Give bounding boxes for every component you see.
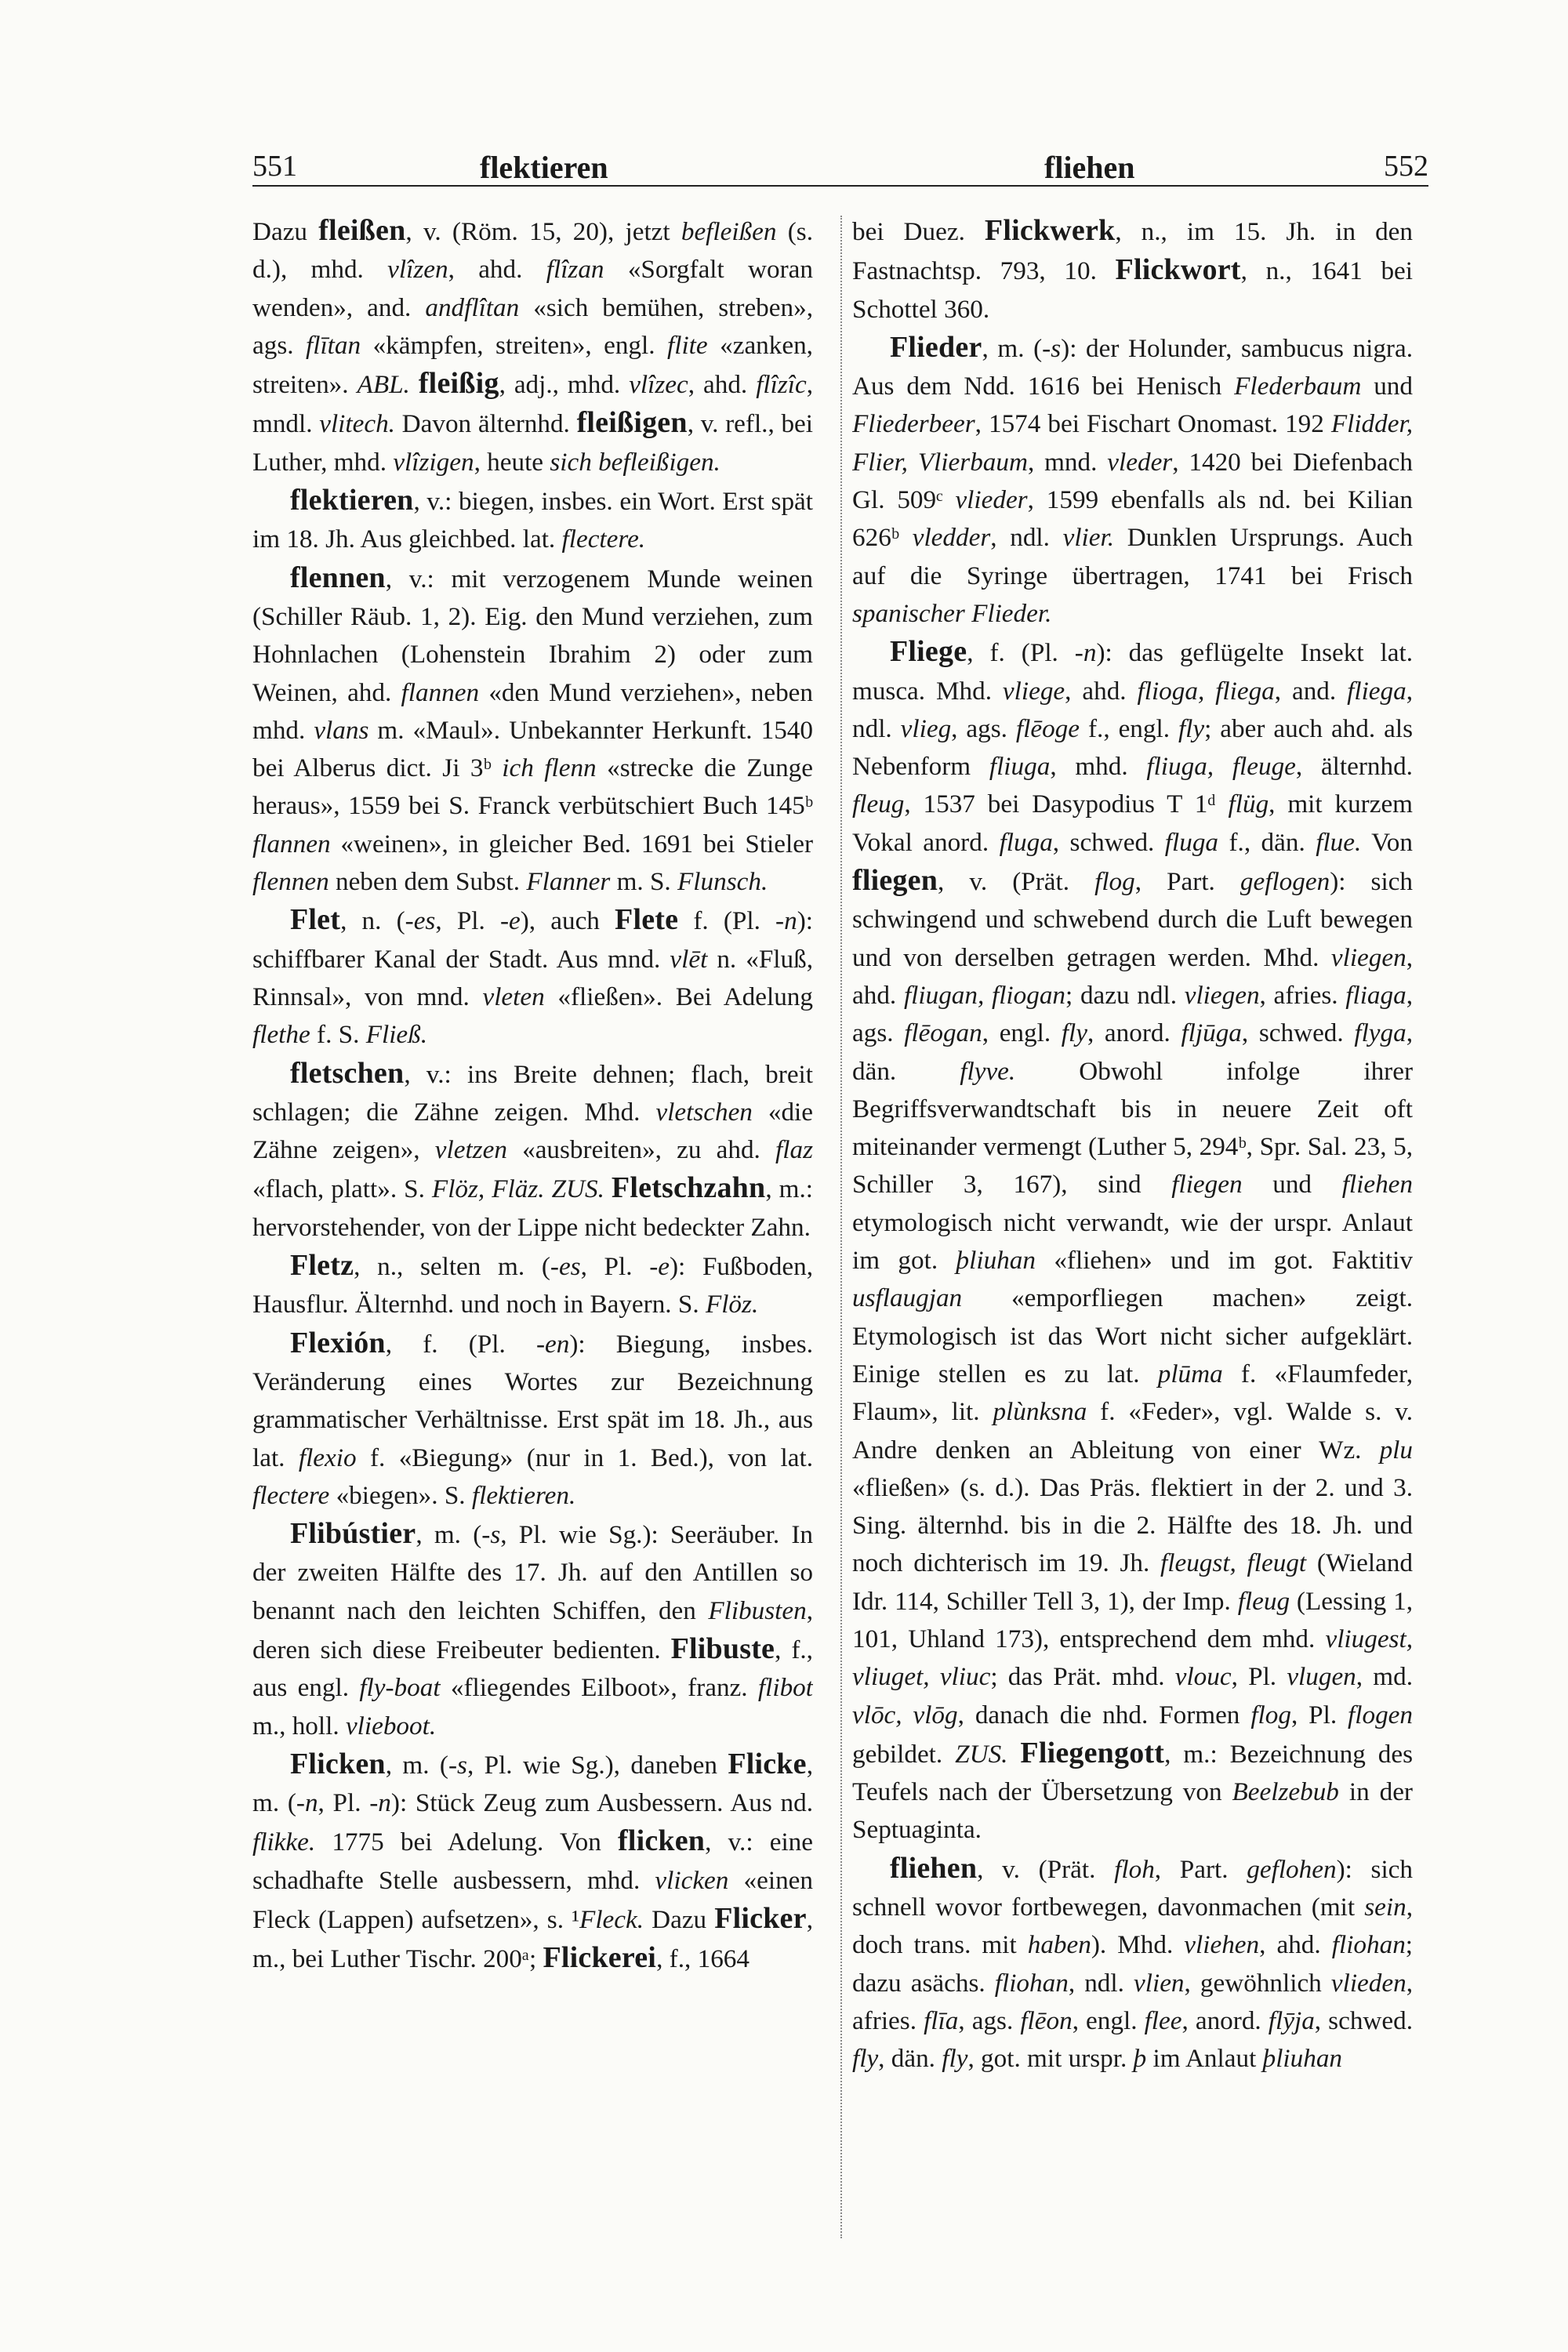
headword: flennen bbox=[290, 561, 386, 594]
entry-text: , ndl. bbox=[1068, 1968, 1134, 1998]
entry-text: , v. (Prät. bbox=[938, 867, 1095, 897]
headword: Fletschzahn bbox=[611, 1171, 766, 1205]
entry-text: «ausbreiten», zu ahd. bbox=[506, 1135, 776, 1165]
italic-text: n bbox=[784, 906, 797, 936]
entry-text: , engl. bbox=[1072, 2005, 1145, 2035]
entry-text: , f. (Pl. - bbox=[385, 1329, 546, 1359]
italic-text: plu bbox=[1379, 1435, 1413, 1465]
entry-text: , dän. bbox=[878, 2044, 942, 2074]
entry-text: , älternhd. bbox=[1295, 752, 1413, 782]
italic-text: vlitech. bbox=[319, 409, 395, 439]
entry-text: ; dazu asächs. bbox=[852, 1930, 1413, 1998]
entry-text: Obwohl infolge ihrer Begriffsverwandtschaft bis in neuere Zeit oft miteinander vermengt (Luther 5, 294ᵇ, Spr. Sal. 23, 5, Schiller 3, 167), sind bbox=[852, 1056, 1413, 1200]
entry-text: , 1599 ebenfalls als nd. bei Kilian 626ᵇ bbox=[852, 485, 1413, 553]
entry-text bbox=[604, 1174, 612, 1203]
italic-text: fleug bbox=[852, 789, 905, 819]
entry-text: ): schiffbarer Kanal der Stadt. Aus mnd. bbox=[252, 906, 813, 974]
entry-text: , schwed. bbox=[1241, 1018, 1355, 1048]
italic-text: haben bbox=[1027, 1930, 1091, 1960]
headword: Flet bbox=[290, 903, 341, 937]
entry-text: Dazu bbox=[252, 217, 319, 246]
entry-text: , m., bei Luther Tischr. 200ᵃ; bbox=[252, 1905, 813, 1974]
entry-text: n. «Fluß, Rinnsal», von mnd. bbox=[252, 944, 813, 1011]
italic-text: Beelzebub bbox=[1232, 1777, 1339, 1807]
entry-text: ): der Holunder, sambucus nigra. Aus dem Ndd. 1616 bei Henisch bbox=[852, 333, 1413, 401]
entry-text: , n., im 15. Jh. in den Fastnachtsp. 793, 10. bbox=[852, 217, 1413, 286]
italic-text: befleißen bbox=[681, 217, 777, 246]
italic-text: s bbox=[490, 1520, 501, 1550]
italic-text: flogen bbox=[1348, 1700, 1413, 1730]
italic-text: fliega bbox=[1347, 676, 1406, 706]
italic-text: vlieg bbox=[900, 713, 952, 743]
headword: Flieder bbox=[890, 330, 982, 364]
italic-text: fliuga, fleuge bbox=[1146, 752, 1296, 782]
headword: Flickwort bbox=[1115, 253, 1241, 287]
entry-text: ). Mhd. bbox=[1091, 1930, 1185, 1960]
entry-text: , afries. bbox=[852, 1968, 1413, 2035]
italic-text: geflogen bbox=[1240, 867, 1330, 897]
entry-text: , mndl. bbox=[252, 370, 813, 439]
italic-text: þ bbox=[1133, 2044, 1147, 2074]
entry-text: , Pl. - bbox=[580, 1252, 659, 1282]
dictionary-entry bbox=[852, 328, 1413, 633]
entry-text: «fliehen» und im got. Faktitiv bbox=[1035, 1246, 1413, 1276]
italic-text: sein bbox=[1364, 1893, 1406, 1922]
italic-text: vlieden bbox=[1330, 1968, 1406, 1998]
italic-text: vliehen bbox=[1184, 1930, 1260, 1960]
italic-text: Flanner bbox=[526, 867, 611, 897]
italic-text: flioga, fliega bbox=[1137, 676, 1275, 706]
entry-text: neben dem Subst. bbox=[328, 867, 527, 897]
page-number-right: 552 bbox=[1384, 150, 1428, 183]
entry-text: gebildet. bbox=[852, 1739, 956, 1769]
entry-text: , ndl. bbox=[990, 523, 1063, 553]
italic-text: vlouc bbox=[1174, 1662, 1232, 1692]
entry-text: «emporfliegen machen» zeigt. Etymologisch ist das Wort nicht sicher aufgeklärt. Einige stellen es zu lat. bbox=[852, 1283, 1413, 1388]
entry-text: , n. (- bbox=[340, 906, 414, 936]
italic-text: flîzîc bbox=[756, 370, 807, 400]
italic-text: flexio bbox=[298, 1443, 357, 1472]
italic-text: flēoge bbox=[1015, 713, 1080, 743]
italic-text: ich flenn bbox=[502, 753, 597, 783]
entry-text: (s. d.), mhd. bbox=[252, 217, 813, 285]
italic-text: fliegen bbox=[1171, 1170, 1243, 1200]
italic-text: vlîzigen bbox=[393, 447, 474, 477]
entry-text: , dän. bbox=[852, 1018, 1413, 1086]
entry-text: , v. (Röm. 15, 20), jetzt bbox=[405, 217, 681, 246]
headword: Flickwerk bbox=[984, 214, 1116, 247]
italic-text: vleten bbox=[482, 982, 545, 1011]
italic-text: vledder bbox=[912, 523, 991, 553]
entry-text: , adj., mhd. bbox=[499, 370, 630, 400]
entry-text: «kämpfen, streiten», engl. bbox=[361, 330, 668, 360]
entry-text: , m.: Bezeichnung des Teufels nach der Übersetzung von bbox=[852, 1739, 1413, 1807]
entry-text: «zanken, streiten». bbox=[252, 330, 813, 400]
italic-text: flue. bbox=[1316, 827, 1362, 857]
italic-text: vlugen bbox=[1287, 1662, 1356, 1692]
italic-text: n bbox=[304, 1788, 318, 1818]
entry-text: , m. (- bbox=[385, 1750, 458, 1780]
entry-text: , ags. bbox=[958, 2005, 1021, 2035]
italic-text: sich befleißigen. bbox=[550, 447, 720, 477]
italic-text: andflîtan bbox=[425, 292, 520, 322]
entry-text bbox=[1007, 1740, 1020, 1769]
dictionary-entry bbox=[252, 1324, 813, 1515]
entry-text: und bbox=[1242, 1170, 1342, 1200]
italic-text: vleder bbox=[1107, 447, 1173, 477]
italic-text: fluga bbox=[1164, 827, 1219, 857]
italic-text: n bbox=[378, 1788, 391, 1818]
entry-text: , afries. bbox=[1259, 980, 1346, 1010]
italic-text: flüg bbox=[1228, 789, 1269, 819]
italic-text: e bbox=[509, 906, 521, 936]
italic-text: vlicken bbox=[655, 1865, 729, 1895]
italic-text: vlōc, vlōg bbox=[852, 1700, 958, 1730]
italic-text: vlieder bbox=[955, 485, 1028, 515]
entry-text: , n., selten m. (- bbox=[354, 1252, 559, 1282]
headword: fleißen bbox=[318, 214, 406, 247]
entry-text: f. «Feder», vgl. Walde s. v. Andre denken an Ableitung von einer Wz. bbox=[852, 1397, 1413, 1465]
entry-text: , f. (Pl. - bbox=[967, 638, 1083, 668]
dictionary-entry bbox=[252, 1054, 813, 1247]
italic-text: vletzen bbox=[434, 1135, 507, 1165]
entry-text: , f., aus engl. bbox=[252, 1635, 813, 1703]
entry-text: «flach, platt». S. bbox=[252, 1174, 432, 1204]
italic-text: flyve. bbox=[960, 1056, 1016, 1086]
entry-text: Davon älternhd. bbox=[394, 409, 577, 439]
italic-text: flectere. bbox=[561, 524, 646, 554]
left-column bbox=[252, 212, 813, 2328]
italic-text: þliuhan bbox=[1262, 2044, 1343, 2074]
italic-text: en bbox=[545, 1329, 570, 1359]
headword: Flexión bbox=[290, 1326, 386, 1359]
entry-text: «fliegendes Eilboot», franz. bbox=[440, 1673, 758, 1703]
italic-text: flēogan bbox=[904, 1018, 982, 1048]
page-number-left: 551 bbox=[252, 150, 297, 183]
italic-text: fljūga bbox=[1181, 1018, 1242, 1048]
entry-text: ): Biegung, insbes. Veränderung eines Wortes zur Bezeichnung grammatischer Verhältnisse. Erst spät im 18. Jh., aus lat. bbox=[252, 1329, 813, 1472]
italic-text: e bbox=[658, 1252, 670, 1282]
entry-text: ), auch bbox=[520, 906, 615, 936]
italic-text: fliaga bbox=[1345, 980, 1406, 1010]
entry-text: «Sorgfalt woran wenden», and. bbox=[252, 255, 813, 322]
entry-text: , md. bbox=[1356, 1662, 1413, 1692]
italic-text: vlēt bbox=[670, 944, 708, 974]
headword: flicken bbox=[617, 1824, 706, 1858]
entry-text: , mit kurzem Vokal anord. bbox=[852, 789, 1413, 857]
italic-text: flannen bbox=[252, 829, 331, 858]
headword: Flicker bbox=[714, 1902, 807, 1936]
italic-text: fly bbox=[1061, 1018, 1087, 1048]
headword: fliegen bbox=[852, 864, 938, 898]
entry-text: , m. (- bbox=[416, 1520, 491, 1550]
entry-text: , gewöhnlich bbox=[1184, 1968, 1331, 1998]
italic-text: flyga bbox=[1354, 1018, 1406, 1048]
italic-text: flennen bbox=[252, 867, 329, 897]
entry-text: , doch trans. mit bbox=[852, 1893, 1413, 1960]
italic-text: flite bbox=[667, 330, 708, 360]
entry-text: ): sich schwingend und schwebend durch die Luft bewegen und von derselben getragen werden. Mhd. bbox=[852, 867, 1413, 972]
italic-text: vlîzec bbox=[629, 370, 688, 400]
entry-text: , m. (- bbox=[982, 333, 1051, 363]
entry-text: Dunklen Ursprungs. Auch auf die Syringe übertragen, 1741 bei Frisch bbox=[852, 523, 1413, 590]
entry-text: , ags. bbox=[852, 980, 1413, 1048]
headword: Flicke bbox=[728, 1747, 807, 1780]
headword: fliehen bbox=[890, 1851, 978, 1885]
italic-text: Flöz. bbox=[705, 1290, 759, 1319]
running-head-left: flektieren bbox=[480, 150, 608, 185]
italic-text: vliege bbox=[1002, 676, 1065, 706]
entry-text: , Pl. wie Sg.), daneben bbox=[466, 1750, 728, 1780]
entry-text: , mhd. bbox=[1050, 752, 1147, 782]
entry-text: , Pl. wie Sg.): Seeräuber. In der zweiten Hälfte des 17. Jh. auf den Antillen so benannt nach den leichten Schiffen, den bbox=[252, 1520, 813, 1625]
italic-text: usflaugjan bbox=[852, 1283, 963, 1313]
entry-text: , anord. bbox=[1181, 2005, 1269, 2035]
italic-text: flog bbox=[1250, 1700, 1291, 1730]
italic-text: plùnksna bbox=[993, 1397, 1087, 1427]
headword: Flibústier bbox=[290, 1517, 416, 1551]
entry-text: bei Duez. bbox=[852, 217, 985, 246]
italic-text: es bbox=[413, 906, 436, 936]
entry-text: Von bbox=[1361, 827, 1413, 857]
italic-text: s bbox=[457, 1750, 467, 1780]
entry-text: , Pl. - bbox=[318, 1788, 379, 1818]
italic-text: flikke. bbox=[252, 1828, 316, 1857]
italic-text: flannen bbox=[401, 677, 480, 707]
italic-text: flēon bbox=[1020, 2005, 1073, 2035]
entry-text: f. «Flaumfeder, Flaum», lit. bbox=[852, 1359, 1413, 1427]
italic-text: flīa bbox=[924, 2005, 959, 2035]
entry-text: , ahd. bbox=[688, 370, 757, 400]
entry-text: , v.: mit verzogenem Munde weinen (Schiller Räub. 1, 2). Eig. den Mund verziehen, zum Hohnlachen (Lohenstein Ibrahim 2) oder zum Weinen, ahd. bbox=[252, 564, 813, 707]
entry-text: , 1537 bei Dasypodius T 1ᵈ bbox=[904, 789, 1229, 819]
italic-text: fly bbox=[852, 2044, 879, 2074]
entry-text: «die Zähne zeigen», bbox=[252, 1097, 813, 1165]
headword: fletschen bbox=[290, 1056, 405, 1090]
entry-text: m. S. bbox=[610, 867, 678, 897]
header-rule bbox=[252, 185, 1428, 187]
headword: Fliegengott bbox=[1020, 1736, 1165, 1769]
italic-text: flektieren. bbox=[471, 1480, 576, 1510]
italic-text: fluga bbox=[999, 827, 1053, 857]
italic-text: flee bbox=[1144, 2005, 1182, 2035]
entry-text: , m. (- bbox=[252, 1750, 813, 1818]
italic-text: fly bbox=[1178, 713, 1205, 743]
italic-text: flȳja bbox=[1268, 2005, 1315, 2035]
italic-text: flītan bbox=[306, 330, 361, 360]
dictionary-entry bbox=[252, 559, 813, 902]
italic-text: fly bbox=[942, 2044, 968, 2074]
entry-text: , deren sich diese Freibeuter bedienten. bbox=[252, 1595, 813, 1664]
italic-text: fliehen bbox=[1341, 1170, 1413, 1200]
entry-text: , schwed. bbox=[1314, 2005, 1413, 2035]
italic-text: Flunsch. bbox=[677, 867, 768, 897]
running-head-right: fliehen bbox=[1044, 150, 1135, 185]
headword: fleißig bbox=[418, 367, 499, 401]
italic-text: fliugan, fliogan bbox=[903, 980, 1066, 1010]
entry-text: ; dazu ndl. bbox=[1065, 980, 1185, 1010]
italic-text: þliuhan bbox=[956, 1246, 1036, 1276]
dictionary-entry bbox=[852, 633, 1413, 1849]
headword: flektieren bbox=[290, 484, 414, 517]
dictionary-entry bbox=[252, 1247, 813, 1324]
italic-text: es bbox=[558, 1252, 581, 1282]
entry-text: «fließen». Bei Adelung bbox=[544, 982, 813, 1011]
entry-text: 1775 bei Adelung. Von bbox=[315, 1828, 618, 1857]
dictionary-entry bbox=[852, 212, 1413, 328]
italic-text: fliohan bbox=[994, 1968, 1069, 1998]
italic-text: Fließ. bbox=[365, 1020, 428, 1050]
entry-text: , Pl. bbox=[1290, 1700, 1348, 1730]
entry-text: , Part. bbox=[1134, 867, 1240, 897]
entry-text: , 1574 bei Fischart Onomast. 192 bbox=[975, 409, 1331, 439]
entry-text: «weinen», in gleicher Bed. 1691 bei Stieler bbox=[330, 829, 813, 858]
entry-text bbox=[410, 370, 419, 399]
italic-text: s bbox=[1051, 333, 1062, 363]
italic-text: fliohan bbox=[1331, 1930, 1406, 1960]
entry-text: , m.: hervorstehender, von der Lippe nicht bedeckter Zahn. bbox=[252, 1174, 813, 1242]
italic-text: Fleck. bbox=[579, 1905, 644, 1935]
italic-text: Fliederbeer bbox=[852, 409, 975, 439]
entry-text: f. (Pl. - bbox=[678, 906, 785, 936]
italic-text: flaz bbox=[775, 1135, 813, 1165]
entry-text: «einen Fleck (Lappen) aufsetzen», s. ¹ bbox=[252, 1865, 813, 1935]
entry-text: «biegen». S. bbox=[329, 1480, 472, 1510]
entry-text: ; aber auch ahd. als Nebenform bbox=[852, 713, 1413, 782]
italic-text: vliegen bbox=[1184, 980, 1260, 1010]
entry-text: , v.: ins Breite dehnen; flach, breit schlagen; die Zähne zeigen. Mhd. bbox=[252, 1059, 813, 1127]
headword: fleißigen bbox=[576, 406, 688, 440]
italic-text: vlans bbox=[314, 715, 369, 745]
italic-text: vlien bbox=[1134, 1968, 1185, 1998]
italic-text: Flöz, Fläz. ZUS. bbox=[431, 1174, 604, 1204]
entry-text: ): Fußboden, Hausflur. Älternhd. und noch in Bayern. S. bbox=[252, 1252, 813, 1319]
headword: Fletz bbox=[290, 1249, 354, 1283]
entry-text: , mnd. bbox=[1027, 447, 1108, 477]
entry-text: , heute bbox=[474, 447, 550, 477]
entry-text: , 1420 bei Diefenbach Gl. 509ᶜ bbox=[852, 447, 1413, 515]
italic-text: ZUS. bbox=[955, 1739, 1008, 1769]
entry-text: f., engl. bbox=[1080, 713, 1178, 743]
italic-text: flog bbox=[1094, 867, 1135, 897]
entry-text: , ahd. bbox=[1259, 1930, 1332, 1960]
italic-text: fleugst, fleugt bbox=[1160, 1548, 1307, 1578]
italic-text: Flederbaum bbox=[1234, 372, 1362, 401]
dictionary-entry bbox=[252, 901, 813, 1054]
italic-text: vlîzen bbox=[387, 255, 448, 285]
headword: Flibuste bbox=[670, 1632, 775, 1665]
entry-text: ): sich schnell wovor fortbewegen, davonmachen (mit bbox=[852, 1854, 1413, 1922]
headword: Fliege bbox=[890, 635, 967, 669]
entry-text: , danach die nhd. Formen bbox=[957, 1700, 1251, 1730]
entry-text: , ahd. bbox=[448, 255, 546, 285]
entry-text: , Pl. - bbox=[435, 906, 509, 936]
italic-text: flethe bbox=[252, 1020, 310, 1050]
dictionary-entry bbox=[252, 1745, 813, 1979]
entry-text: f., dän. bbox=[1218, 827, 1316, 857]
italic-text: vliugest, vliuget, vliuc bbox=[852, 1624, 1413, 1692]
entry-text: m., holl. bbox=[252, 1711, 346, 1740]
entry-text: «strecke die Zunge heraus», 1559 bei S. Franck verbütschiert Buch 145ᵇ bbox=[252, 753, 813, 821]
entry-text: , got. mit urspr. bbox=[967, 2044, 1134, 2074]
entry-text: «sich bemühen, streben», ags. bbox=[252, 292, 813, 360]
italic-text: floh bbox=[1114, 1854, 1155, 1884]
italic-text: plūma bbox=[1157, 1359, 1223, 1388]
entry-text: in der Septuaginta. bbox=[852, 1777, 1413, 1845]
entry-text: , v.: eine schadhafte Stelle ausbessern, mhd. bbox=[252, 1828, 813, 1895]
italic-text: fleug bbox=[1237, 1586, 1290, 1616]
entry-text: ): das geflügelte Insekt lat. musca. Mhd. bbox=[852, 638, 1413, 706]
italic-text: vliegen bbox=[1330, 942, 1406, 972]
entry-text: ): Stück Zeug zum Ausbessern. Aus nd. bbox=[390, 1788, 813, 1818]
entry-text: «fließen» (s. d.). Das Präs. flektiert in der 2. und 3. Sing. älternhd. bis in die 2. Hälfte des 18. Jh. und noch dichterisch im 19. Jh. bbox=[852, 1472, 1413, 1578]
entry-text: , v. (Prät. bbox=[977, 1854, 1115, 1884]
entry-text: , v. refl., bei Luther, mhd. bbox=[252, 409, 813, 477]
entry-text: , schwed. bbox=[1052, 827, 1165, 857]
entry-text: Dazu bbox=[644, 1905, 715, 1935]
entry-text: f. S. bbox=[310, 1020, 366, 1050]
italic-text: flibot bbox=[757, 1673, 813, 1703]
headword: Flete bbox=[615, 903, 679, 937]
column-divider bbox=[840, 216, 843, 2238]
entry-text: , Part. bbox=[1154, 1854, 1247, 1884]
italic-text: flîzan bbox=[546, 255, 604, 285]
entry-text: (Wieland Idr. 114, Schiller Tell 3, 1), der Imp. bbox=[852, 1548, 1413, 1616]
dictionary-entry bbox=[252, 212, 813, 481]
italic-text: vletschen bbox=[655, 1097, 753, 1127]
entry-text: , ndl. bbox=[852, 676, 1413, 743]
italic-text: n bbox=[1083, 638, 1097, 668]
italic-text: geflohen bbox=[1247, 1854, 1337, 1884]
italic-text: Flidder, Flier, Vlierbaum bbox=[852, 409, 1413, 477]
entry-text: und bbox=[1361, 372, 1413, 401]
entry-text: etymologisch nicht verwandt, wie der urspr. Anlaut im got. bbox=[852, 1207, 1413, 1276]
italic-text: flectere bbox=[252, 1480, 330, 1510]
entry-text: , ahd. bbox=[1065, 676, 1138, 706]
italic-text: spanischer Flieder. bbox=[852, 598, 1052, 628]
entry-text: im Anlaut bbox=[1146, 2044, 1263, 2074]
entry-text: , ags. bbox=[951, 713, 1016, 743]
headword: Flickerei bbox=[543, 1941, 657, 1975]
entry-text: , n., 1641 bei Schottel 360. bbox=[852, 256, 1413, 324]
entry-text: , and. bbox=[1274, 676, 1348, 706]
headword: Flicken bbox=[290, 1747, 386, 1780]
entry-text: , v.: biegen, insbes. ein Wort. Erst spät im 18. Jh. Aus gleichbed. lat. bbox=[252, 487, 813, 554]
entry-text: f. «Biegung» (nur in 1. Bed.), von lat. bbox=[356, 1443, 813, 1472]
entry-text: (Lessing 1, 101, Uhland 173), entsprechend dem mhd. bbox=[852, 1586, 1413, 1653]
entry-text: , f., 1664 bbox=[656, 1944, 750, 1974]
italic-text: Flibusten bbox=[708, 1595, 807, 1625]
dictionary-entry bbox=[252, 1515, 813, 1745]
entry-text: «den Mund verziehen», neben mhd. bbox=[252, 677, 813, 745]
italic-text: ABL. bbox=[357, 370, 410, 400]
entry-text: , engl. bbox=[982, 1018, 1062, 1048]
dictionary-entry bbox=[252, 481, 813, 559]
entry-text: , anord. bbox=[1087, 1018, 1181, 1048]
italic-text: vlier. bbox=[1062, 523, 1115, 553]
page-header bbox=[252, 149, 1428, 196]
italic-text: vlieboot. bbox=[345, 1711, 437, 1740]
right-column bbox=[852, 212, 1413, 2328]
entry-text: ; das Prät. mhd. bbox=[990, 1662, 1175, 1692]
entry-text: , ahd. bbox=[852, 942, 1413, 1010]
dictionary-entry bbox=[852, 1849, 1413, 2078]
italic-text: fly-boat bbox=[359, 1673, 441, 1703]
entry-text: , Pl. bbox=[1231, 1662, 1287, 1692]
italic-text: fliuga bbox=[989, 752, 1051, 782]
entry-text: m. «Maul». Unbekannter Herkunft. 1540 bei Alberus dict. Ji 3ᵇ bbox=[252, 715, 813, 783]
